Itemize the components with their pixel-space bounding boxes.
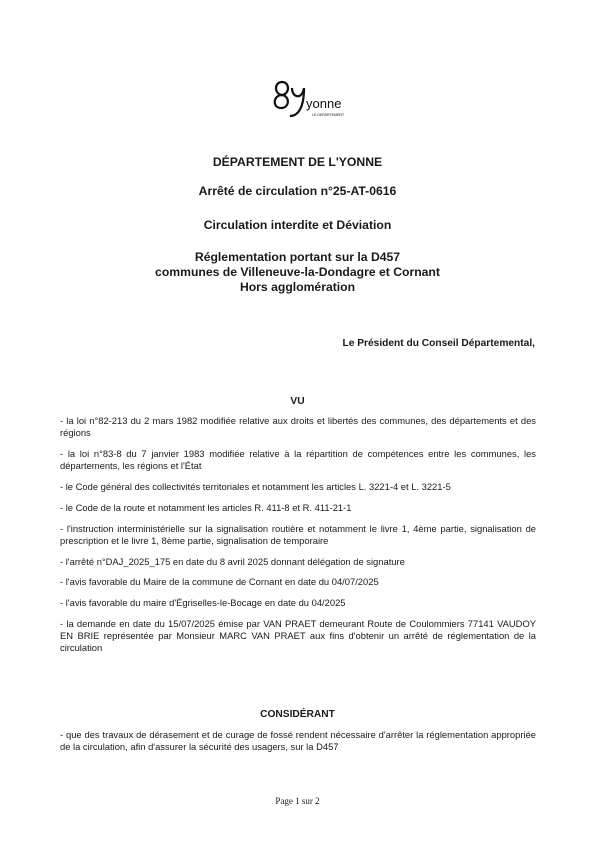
circulation-type: Circulation interdite et Déviation	[203, 218, 392, 232]
reglementation-line: Réglementation portant sur la D457	[194, 250, 401, 264]
vu-item: - l'avis favorable du Maire de la commune de Cornant en date du 04/07/2025	[60, 576, 379, 588]
considerant-title: CONSIDÉRANT	[260, 709, 335, 720]
arrete-number: Arrêté de circulation n°25-AT-0616	[198, 184, 397, 198]
vu-item: - le Code général des collectivités territoriales et notamment les articles L. 3221-4 et L. 3221-5	[60, 481, 451, 492]
vu-item: - la loi n°82-213 du 2 mars 1982 modifiée relative aux droits et libertés des communes, des départements et des régions	[60, 415, 536, 439]
department-title: DÉPARTEMENT DE L'YONNE	[212, 155, 383, 169]
considerant-list	[60, 729, 536, 753]
president-heading: Le Président du Conseil Départemental,	[342, 338, 535, 349]
vu-item: - l'arrêté n°DAJ_2025_175 en date du 8 avril 2025 donnant délégation de signature	[60, 555, 405, 567]
reglementation-line: Hors agglomération	[239, 280, 356, 294]
vu-list	[60, 415, 536, 663]
yonne-logo-icon	[268, 74, 348, 120]
reglementation-line: communes de Villeneuve-la-Dondagre et Cornant	[155, 265, 440, 279]
vu-item: - la demande en date du 15/07/2025 émise par VAN PRAET demeurant Route de Coulommiers 77141 VAUDOY EN BRIE représentée par Monsieur MARC VAN PRAET aux fins d'obtenir un arrêté de réglementation de la circulation	[60, 617, 536, 654]
page-number: Page 1 sur 2	[275, 796, 320, 806]
vu-item: - l'instruction interministérielle sur la signalisation routière et notamment le livre 1, 4ème partie, signalisation de prescription et le livre 1, 8ème partie, signalisation de temporaire	[60, 522, 536, 546]
vu-item: - l'avis favorable du maire d'Égriselles-le-Bocage en date du 04/2025	[60, 597, 346, 609]
considerant-item: - que des travaux de dérasement et de curage de fossé rendent nécessaire d'arrêter la réglementation appropriée de la circulation, afin d'assurer la sécurité des usagers, sur la D457	[60, 729, 536, 753]
reglementation-block	[0, 250, 595, 295]
vu-title: VU	[290, 396, 305, 407]
logo-text: yonne	[306, 96, 342, 111]
department-logo	[268, 74, 348, 120]
vu-item: - la loi n°83-8 du 7 janvier 1983 modifiée relative à la répartition de compétences entre les communes, les départements, les régions et l'État	[60, 448, 536, 472]
vu-item: - le Code de la route et notamment les articles R. 411-8 et R. 411-21-1	[60, 501, 352, 513]
logo-tagline: LE DEPARTEMENT	[312, 113, 345, 117]
